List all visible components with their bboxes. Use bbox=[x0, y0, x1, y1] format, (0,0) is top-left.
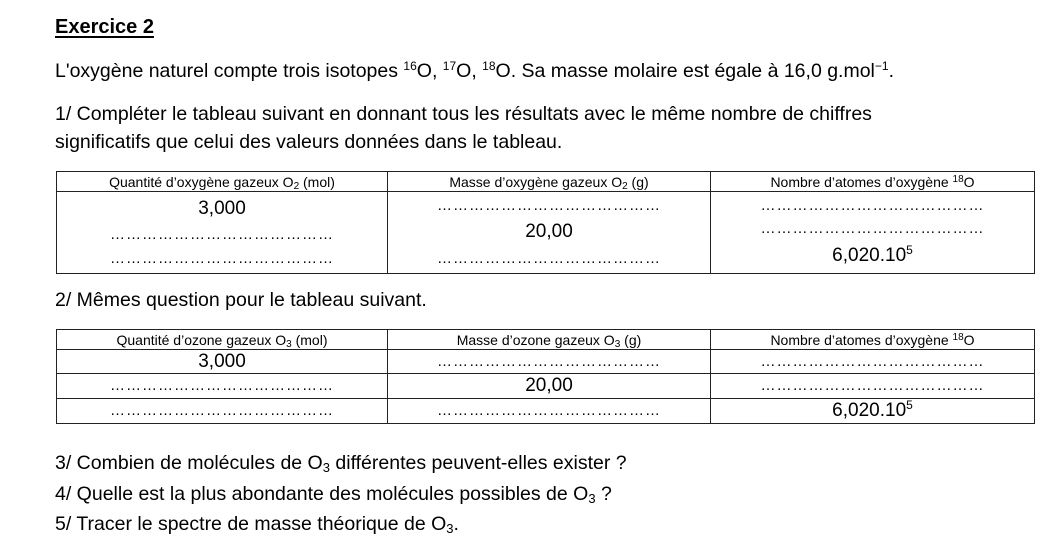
table-row bbox=[57, 192, 1035, 274]
blank-answer[interactable]: …………………………………… bbox=[437, 404, 661, 418]
blank-answer[interactable]: …………………………………… bbox=[437, 354, 661, 369]
question-2: 2/ Mêmes question pour le tableau suivant. bbox=[55, 289, 427, 311]
blank-answer[interactable]: …………………………………… bbox=[760, 198, 985, 213]
table-ozone-header-row bbox=[57, 330, 1035, 350]
question-1-line-2: significatifs que celui des valeurs données dans le tableau. bbox=[55, 131, 563, 153]
header-quantity: Quantité d’ozone gazeux $O_3$ (mol) bbox=[57, 330, 388, 350]
blank-answer[interactable]: …………………………………… bbox=[760, 222, 985, 237]
oxygen-atoms-value: 6,020.10$^5$ bbox=[832, 243, 913, 267]
isotope-16-mass: 16 bbox=[403, 59, 417, 73]
header-atoms: Nombre d’atomes d’oxygène $^{18}$O bbox=[711, 330, 1035, 350]
blank-answer[interactable]: …………………………………… bbox=[436, 252, 661, 267]
exercise-title: Exercice 2 bbox=[55, 16, 154, 38]
blank-answer[interactable]: …………………………………… bbox=[436, 198, 661, 213]
table-row bbox=[57, 374, 1035, 399]
oxygen-mass-value: 20,00 bbox=[525, 221, 573, 243]
table-oxygen-header-row bbox=[57, 172, 1035, 192]
unit-exponent: −1 bbox=[874, 59, 889, 73]
blank-answer[interactable]: …………………………………… bbox=[110, 404, 334, 418]
table-row bbox=[57, 350, 1035, 374]
ozone-quantity-value: 3,000 bbox=[198, 350, 246, 372]
header-atoms: Nombre d’atomes d’oxygène $^{18}$O bbox=[711, 172, 1035, 192]
isotope-18-mass: 18 bbox=[482, 59, 496, 73]
isotope-17-symbol: O, bbox=[456, 60, 483, 82]
table-oxygen bbox=[56, 171, 1035, 274]
question-1-line-1: 1/ Compléter le tableau suivant en donnant tous les résultats avec le même nombre de chiffres bbox=[55, 103, 872, 125]
question-3: 3/ Combien de molécules de $O_3$ différentes peuvent-elles exister ? bbox=[55, 452, 627, 475]
intro-text: L'oxygène naturel compte trois isotopes bbox=[55, 60, 404, 82]
table-ozone bbox=[56, 329, 1035, 424]
blank-answer[interactable]: …………………………………… bbox=[109, 228, 334, 243]
molar-mass-text: O. Sa masse molaire est égale à 16,0 g.mol bbox=[495, 60, 875, 82]
header-mass: Masse d’ozone gazeux $O_3$ (g) bbox=[388, 330, 711, 350]
isotope-16-symbol: O, bbox=[416, 60, 443, 82]
ozone-atoms-value: 6,020.10$^5$ bbox=[832, 398, 913, 421]
intro-paragraph bbox=[55, 58, 894, 84]
oxygen-quantity-value: 3,000 bbox=[198, 197, 246, 219]
isotope-17-mass: 17 bbox=[442, 59, 457, 73]
blank-answer[interactable]: …………………………………… bbox=[760, 379, 985, 393]
question-4: 4/ Quelle est la plus abondante des molécules possibles de $O_3$ ? bbox=[55, 483, 612, 506]
blank-answer[interactable]: …………………………………… bbox=[110, 379, 334, 393]
blank-answer[interactable]: …………………………………… bbox=[109, 252, 334, 267]
table-row bbox=[57, 399, 1035, 424]
blank-answer[interactable]: …………………………………… bbox=[760, 354, 985, 369]
question-5: 5/ Tracer le spectre de masse théorique de $O_3$. bbox=[55, 513, 459, 536]
header-quantity: Quantité d’oxygène gazeux $O_2$ (mol) bbox=[57, 172, 388, 192]
ozone-mass-value: 20,00 bbox=[525, 375, 573, 396]
header-mass: Masse d’oxygène gazeux $O_2$ (g) bbox=[388, 172, 711, 192]
intro-end: . bbox=[888, 60, 894, 82]
